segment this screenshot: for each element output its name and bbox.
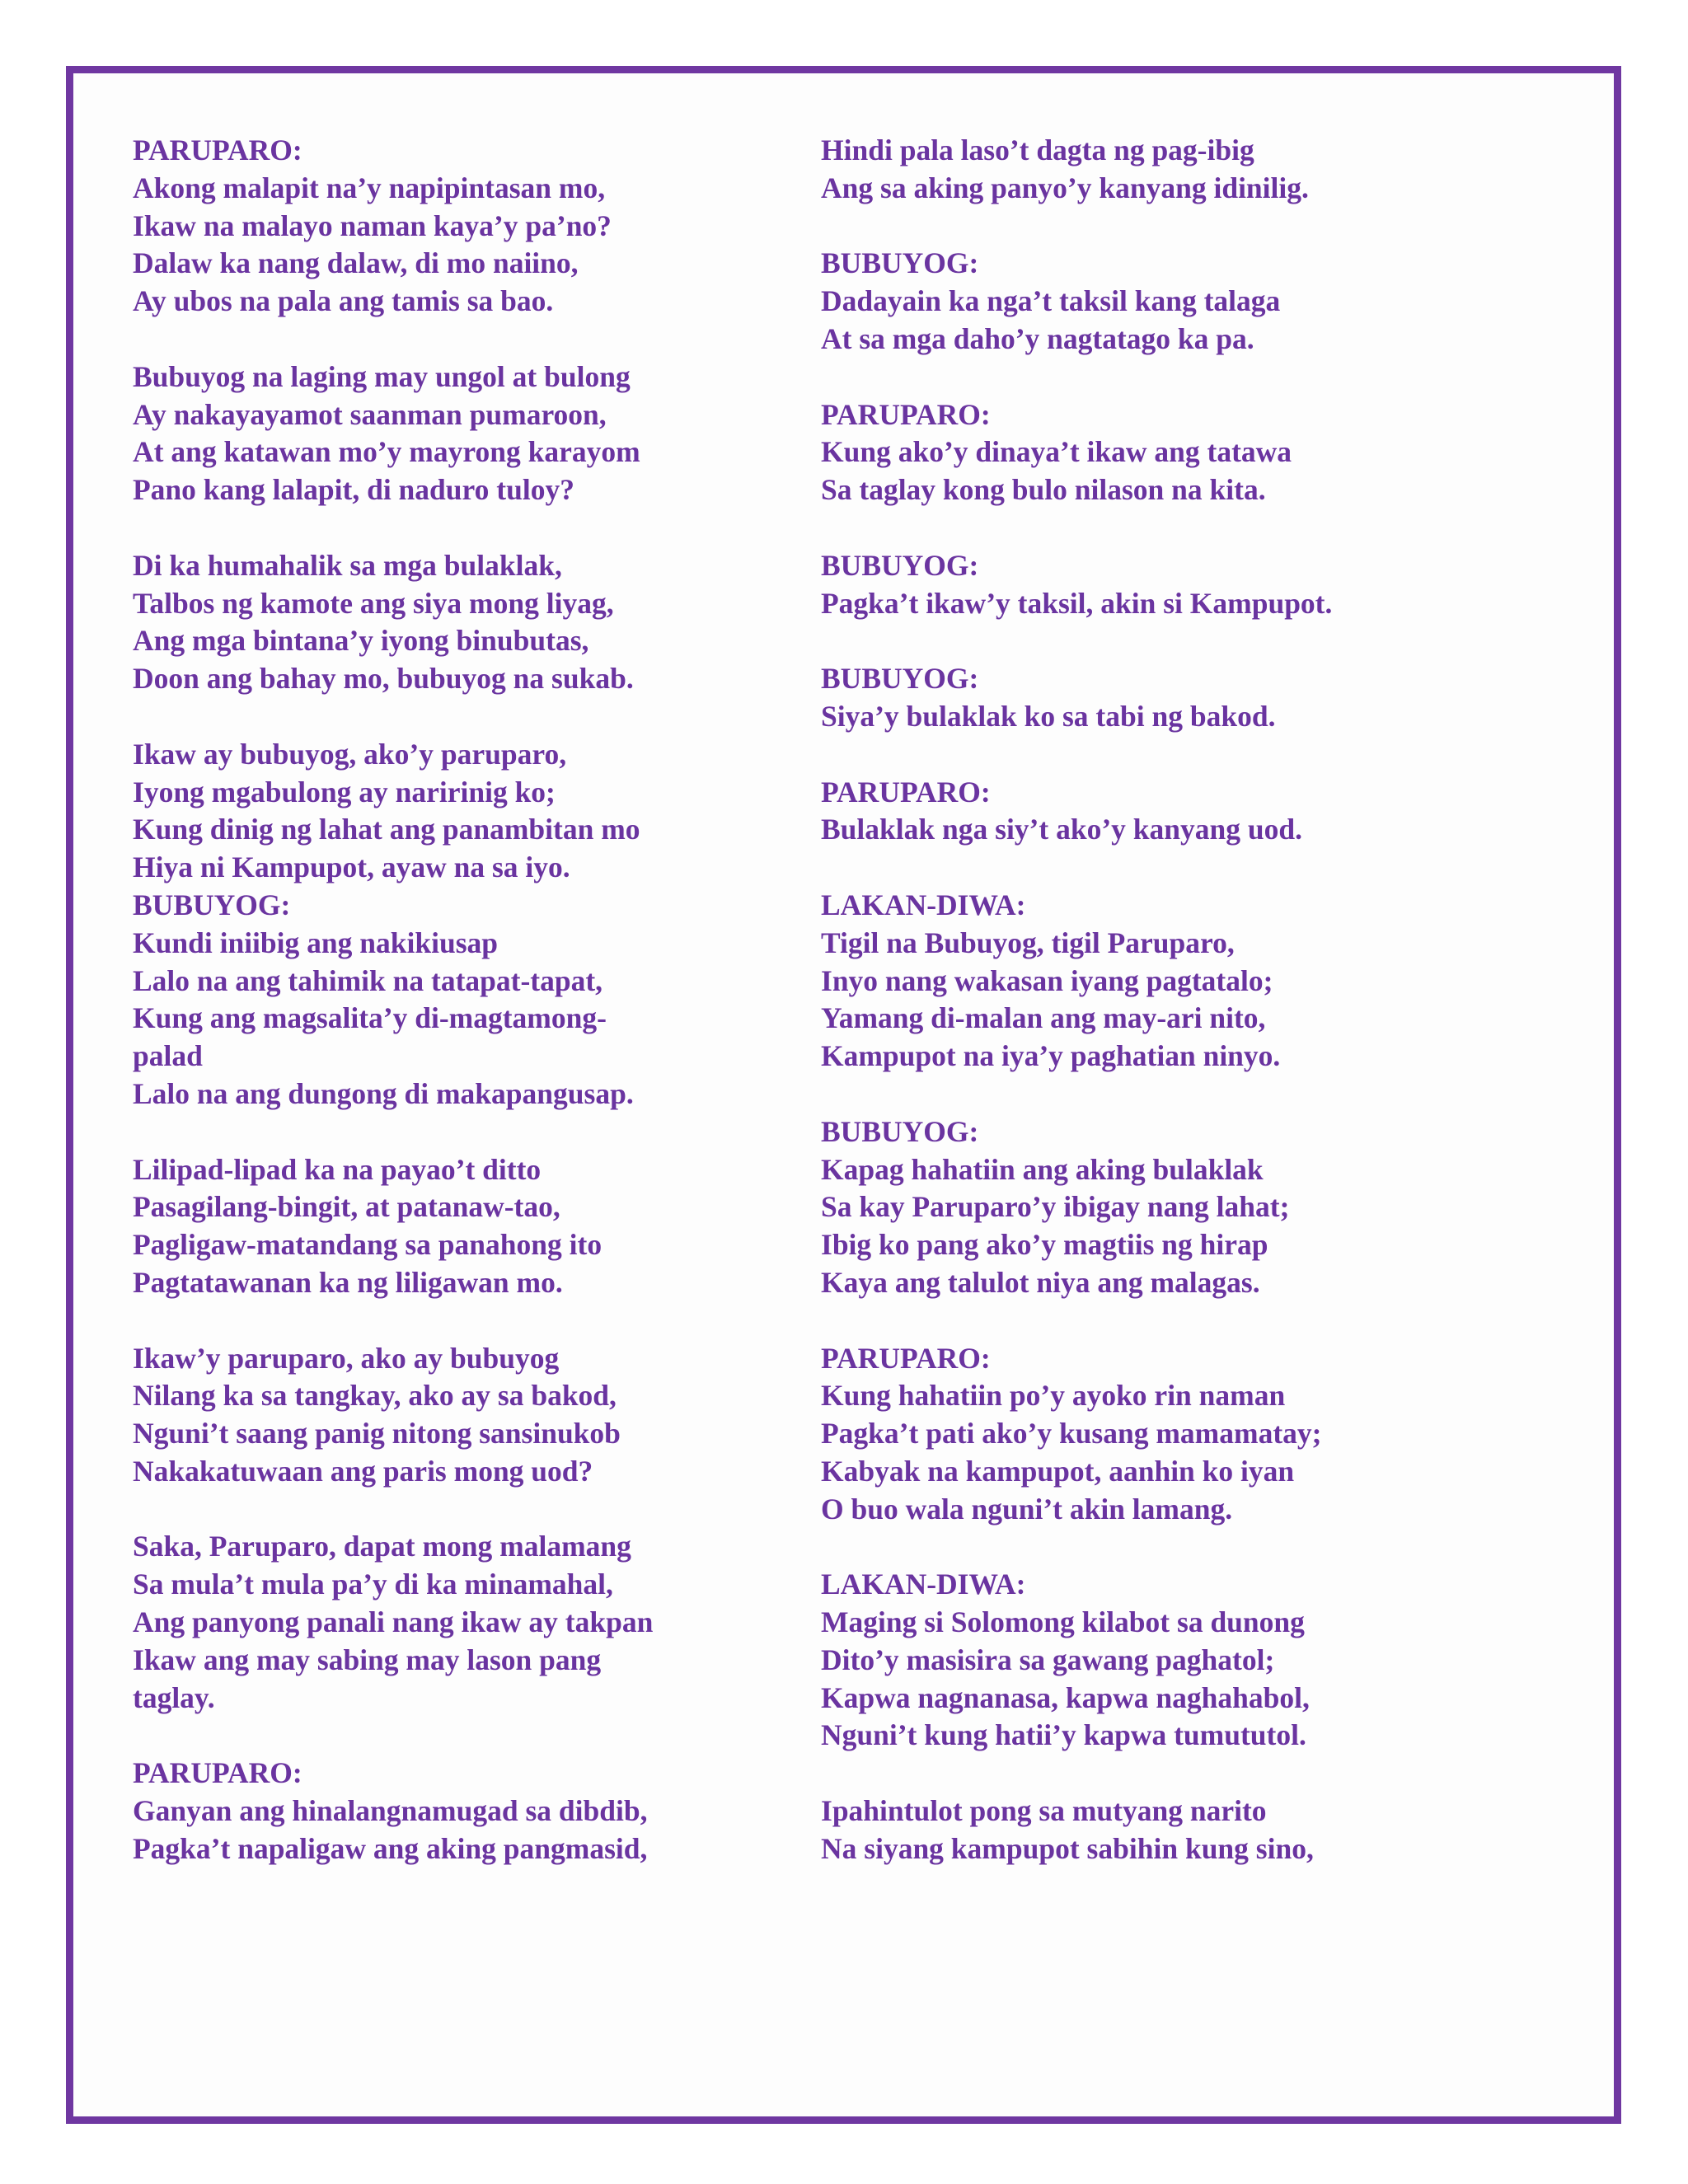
verse-line: Kung ang magsalita’y di-magtamong-: [133, 1001, 607, 1035]
stanza: [821, 1340, 1464, 1529]
speaker-label: LAKAN-DIWA:: [821, 1568, 1026, 1601]
stanza: [133, 359, 776, 509]
stanza: [821, 396, 1464, 509]
stanza: [821, 245, 1464, 358]
verse-line: Nguni’t kung hatii’y kapwa tumututol.: [821, 1718, 1306, 1752]
speaker-label: PARUPARO:: [821, 1341, 991, 1375]
speaker-label: BUBUYOG:: [821, 548, 979, 582]
speaker-label: PARUPARO:: [133, 134, 302, 166]
stanza: [821, 1793, 1464, 1868]
stanza: [133, 736, 776, 887]
verse-line: Ang sa aking panyo’y kanyang idinilig.: [821, 171, 1309, 204]
left-column: [133, 132, 776, 1905]
verse-line: Sa kay Paruparo’y ibigay nang lahat;: [821, 1190, 1290, 1224]
verse-line: Ikaw ay bubuyog, ako’y paruparo,: [133, 737, 567, 771]
verse-line: Pano kang lalapit, di naduro tuloy?: [133, 473, 574, 507]
speaker-label: BUBUYOG:: [821, 246, 979, 280]
verse-line: Pagligaw-matandang sa panahong ito: [133, 1228, 603, 1262]
verse-line: Pasagilang-bingit, at patanaw-tao,: [133, 1190, 560, 1224]
verse-line: Ikaw’y paruparo, ako ay bubuyog: [133, 1341, 560, 1375]
verse-line: Ang panyong panali nang ikaw ay takpan: [133, 1605, 654, 1639]
verse-line: O buo wala nguni’t akin lamang.: [821, 1492, 1233, 1526]
verse-line: Kung hahatiin po’y ayoko rin naman: [821, 1379, 1286, 1413]
stanza: [821, 547, 1464, 623]
verse-line: Hindi pala laso’t dagta ng pag-ibig: [821, 134, 1254, 166]
verse-line: Dalaw ka nang dalaw, di mo naiino,: [133, 246, 579, 280]
verse-line: Ikaw ang may sabing may lason pang: [133, 1643, 602, 1676]
verse-line: Nguni’t saang panig nitong sansinukob: [133, 1417, 621, 1451]
verse-line: Pagka’t napaligaw ang aking pangmasid,: [133, 1831, 648, 1865]
verse-line: Kapag hahatiin ang aking bulaklak: [821, 1152, 1264, 1186]
speaker-label: BUBUYOG:: [821, 1114, 979, 1148]
verse-line: Doon ang bahay mo, bubuyog na sukab.: [133, 662, 634, 696]
verse-line: Ganyan ang hinalangnamugad sa dibdib,: [133, 1794, 648, 1828]
stanza: [133, 887, 776, 1113]
stanza: [133, 547, 776, 698]
speaker-label: PARUPARO:: [133, 1756, 302, 1790]
verse-line: Kaya ang talulot niya ang malagas.: [821, 1265, 1260, 1299]
verse-line: Iyong mgabulong ay naririnig ko;: [133, 775, 556, 808]
verse-line: Inyo nang wakasan iyang pagtatalo;: [821, 963, 1273, 997]
speaker-label: BUBUYOG:: [821, 662, 979, 696]
verse-line: Lalo na ang tahimik na tatapat-tapat,: [133, 963, 603, 997]
verse-line: Tigil na Bubuyog, tigil Paruparo,: [821, 926, 1235, 959]
verse-line: At sa mga daho’y nagtatago ka pa.: [821, 321, 1254, 355]
speaker-label: LAKAN-DIWA:: [821, 888, 1026, 921]
speaker-label: PARUPARO:: [821, 397, 991, 431]
stanza: [133, 1528, 776, 1717]
right-column: [821, 132, 1464, 1905]
speaker-label: BUBUYOG:: [133, 888, 291, 921]
verse-line: Bulaklak nga siy’t ako’y kanyang uod.: [821, 813, 1302, 846]
verse-line: Lilipad-lipad ka na payao’t ditto: [133, 1152, 542, 1186]
stanza: [821, 774, 1464, 850]
verse-line: At ang katawan mo’y mayrong karayom: [133, 435, 640, 469]
verse-line: palad: [133, 1039, 203, 1073]
verse-line: Saka, Paruparo, dapat mong malamang: [133, 1530, 631, 1563]
verse-line: Kapwa nagnanasa, kapwa naghahabol,: [821, 1680, 1310, 1714]
verse-line: Ang mga bintana’y iyong binubutas,: [133, 624, 589, 658]
stanza: [133, 1151, 776, 1302]
verse-line: Pagka’t pati ako’y kusang mamamatay;: [821, 1417, 1322, 1451]
verse-line: Kung dinig ng lahat ang panambitan mo: [133, 813, 640, 846]
verse-line: Sa mula’t mula pa’y di ka minamahal,: [133, 1568, 613, 1601]
stanza: [821, 660, 1464, 736]
verse-line: Ipahintulot pong sa mutyang narito: [821, 1794, 1267, 1828]
verse-line: Akong malapit na’y napipintasan mo,: [133, 171, 606, 204]
verse-line: Dadayain ka nga’t taksil kang talaga: [821, 284, 1281, 318]
verse-line: Sa taglay kong bulo nilason na kita.: [821, 473, 1266, 507]
verse-line: Kundi iniibig ang nakikiusap: [133, 926, 499, 959]
verse-line: Maging si Solomong kilabot sa dunong: [821, 1605, 1305, 1639]
verse-line: Dito’y masisira sa gawang paghatol;: [821, 1643, 1275, 1676]
stanza: [133, 132, 776, 321]
verse-line: Na siyang kampupot sabihin kung sino,: [821, 1831, 1314, 1865]
verse-line: Ibig ko pang ako’y magtiis ng hirap: [821, 1228, 1268, 1262]
verse-line: Ay ubos na pala ang tamis sa bao.: [133, 284, 554, 318]
verse-line: Kung ako’y dinaya’t ikaw ang tatawa: [821, 435, 1292, 469]
stanza: [821, 1566, 1464, 1755]
verse-line: Pagtatawanan ka ng liligawan mo.: [133, 1265, 563, 1299]
stanza: [133, 1755, 776, 1868]
verse-line: Siya’y bulaklak ko sa tabi ng bakod.: [821, 699, 1276, 733]
verse-line: Ay nakayayamot saanman pumaroon,: [133, 397, 607, 431]
verse-line: Nilang ka sa tangkay, ako ay sa bakod,: [133, 1379, 617, 1413]
stanza: [821, 887, 1464, 1076]
stanza: [821, 1113, 1464, 1302]
verse-line: Pagka’t ikaw’y taksil, akin si Kampupot.: [821, 586, 1333, 620]
verse-line: taglay.: [133, 1680, 215, 1714]
verse-line: Bubuyog na laging may ungol at bulong: [133, 359, 631, 393]
verse-line: Talbos ng kamote ang siya mong liyag,: [133, 586, 614, 620]
verse-line: Ikaw na malayo naman kaya’y pa’no?: [133, 209, 612, 242]
stanza: [133, 1340, 776, 1491]
verse-line: Nakakatuwaan ang paris mong uod?: [133, 1454, 593, 1488]
stanza: [821, 132, 1464, 208]
verse-line: Kabyak na kampupot, aanhin ko iyan: [821, 1454, 1295, 1488]
verse-line: Di ka humahalik sa mga bulaklak,: [133, 548, 562, 582]
verse-line: Hiya ni Kampupot, ayaw na sa iyo.: [133, 851, 570, 884]
verse-line: Yamang di-malan ang may-ari nito,: [821, 1001, 1266, 1035]
verse-line: Kampupot na iya’y paghatian ninyo.: [821, 1039, 1281, 1073]
verse-line: Lalo na ang dungong di makapangusap.: [133, 1076, 634, 1110]
speaker-label: PARUPARO:: [821, 775, 991, 808]
